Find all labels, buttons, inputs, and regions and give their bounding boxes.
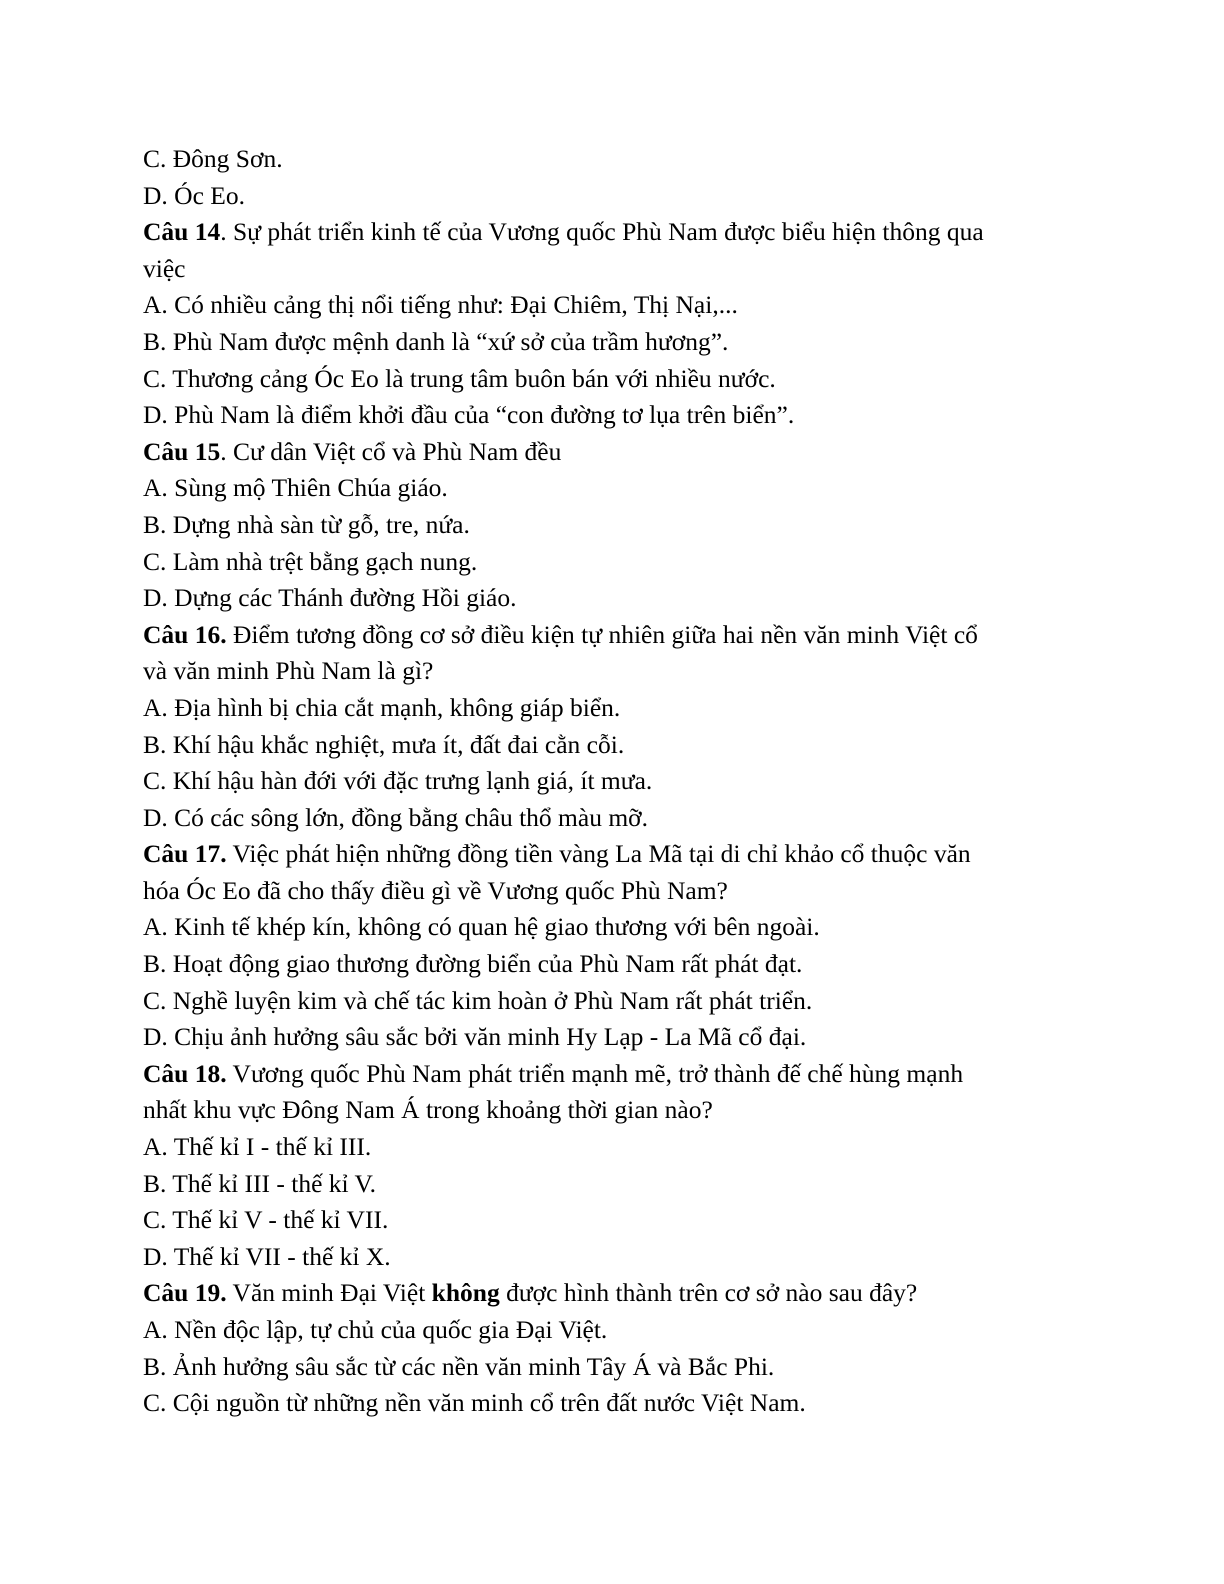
question-text-continued: hóa Óc Eo đã cho thấy điều gì về Vương quốc Phù Nam? xyxy=(143,875,728,905)
question-label: Câu 15 xyxy=(143,436,221,466)
document-page xyxy=(143,141,1083,1422)
option-d: D. Óc Eo. xyxy=(143,180,245,210)
question-19 xyxy=(143,1275,1083,1421)
option-a: A. Có nhiều cảng thị nổi tiếng như: Đại Chiêm, Thị Nại,... xyxy=(143,290,738,320)
option-a: A. Kinh tế khép kín, không có quan hệ giao thương với bên ngoài. xyxy=(143,912,820,942)
question-text-end: được hình thành trên cơ sở nào sau đây? xyxy=(499,1278,918,1308)
question-16 xyxy=(143,617,1083,837)
option-c: C. Cội nguồn từ những nền văn minh cổ trên đất nước Việt Nam. xyxy=(143,1388,806,1418)
question-text-continued: nhất khu vực Đông Nam Á trong khoảng thời gian nào? xyxy=(143,1095,713,1125)
option-a: A. Thế kỉ I - thế kỉ III. xyxy=(143,1132,372,1162)
option-b: B. Dựng nhà sàn từ gỗ, tre, nứa. xyxy=(143,509,470,539)
question-label: Câu 14 xyxy=(143,217,221,247)
option-a: A. Địa hình bị chia cắt mạnh, không giáp biển. xyxy=(143,692,621,722)
question-stem xyxy=(143,617,1083,654)
option-b: B. Phù Nam được mệnh danh là “xứ sở của trầm hương”. xyxy=(143,326,729,356)
option-d: D. Thế kỉ VII - thế kỉ X. xyxy=(143,1241,391,1271)
question-stem xyxy=(143,1056,1083,1093)
question-text: Văn minh Đại Việt xyxy=(226,1278,432,1308)
question-15 xyxy=(143,434,1083,617)
question-18 xyxy=(143,1056,1083,1276)
option-d: D. Dựng các Thánh đường Hồi giáo. xyxy=(143,583,517,613)
question-label: Câu 17. xyxy=(143,839,227,869)
option-c: C. Thương cảng Óc Eo là trung tâm buôn bán với nhiều nước. xyxy=(143,363,776,393)
question-text: . Sự phát triển kinh tế của Vương quốc Phù Nam được biểu hiện thông qua xyxy=(220,217,984,247)
option-a: A. Nền độc lập, tự chủ của quốc gia Đại Việt. xyxy=(143,1315,608,1344)
option-a: A. Sùng mộ Thiên Chúa giáo. xyxy=(143,473,448,503)
option-b: B. Ảnh hưởng sâu sắc từ các nền văn minh Tây Á và Bắc Phi. xyxy=(143,1351,775,1381)
option-b: B. Hoạt động giao thương đường biển của Phù Nam rất phát đạt. xyxy=(143,949,803,979)
question-stem xyxy=(143,434,1083,471)
option-d: D. Phù Nam là điểm khởi đầu của “con đường tơ lụa trên biển”. xyxy=(143,400,795,430)
question-17 xyxy=(143,836,1083,1056)
question-stem xyxy=(143,214,1083,251)
option-c: C. Làm nhà trệt bằng gạch nung. xyxy=(143,546,478,576)
question-label: Câu 19. xyxy=(143,1278,227,1308)
option-c: C. Đông Sơn. xyxy=(143,144,283,173)
question-label: Câu 16. xyxy=(143,619,227,649)
option-c: C. Khí hậu hàn đới với đặc trưng lạnh giá, ít mưa. xyxy=(143,766,653,796)
option-b: B. Khí hậu khắc nghiệt, mưa ít, đất đai cằn cỗi. xyxy=(143,729,625,759)
question-text-continued: việc xyxy=(143,253,186,283)
question-stem xyxy=(143,836,1083,873)
question-text: Việc phát hiện những đồng tiền vàng La Mã tại di chỉ khảo cổ thuộc văn xyxy=(226,839,971,869)
question-14 xyxy=(143,214,1083,434)
question-stem xyxy=(143,1275,1083,1312)
question-text: . Cư dân Việt cổ và Phù Nam đều xyxy=(220,436,562,466)
option-c: C. Thế kỉ V - thế kỉ VII. xyxy=(143,1205,389,1235)
option-c: C. Nghề luyện kim và chế tác kim hoàn ở Phù Nam rất phát triển. xyxy=(143,985,813,1015)
question-text-continued: và văn minh Phù Nam là gì? xyxy=(143,656,434,686)
question-text: Điểm tương đồng cơ sở điều kiện tự nhiên giữa hai nền văn minh Việt cổ xyxy=(226,619,978,649)
option-d: D. Có các sông lớn, đồng bằng châu thổ màu mỡ. xyxy=(143,802,649,832)
question-emphasis: không xyxy=(431,1278,500,1308)
question-label: Câu 18. xyxy=(143,1058,227,1088)
option-b: B. Thế kỉ III - thế kỉ V. xyxy=(143,1168,377,1198)
option-d: D. Chịu ảnh hưởng sâu sắc bởi văn minh Hy Lạp - La Mã cổ đại. xyxy=(143,1022,807,1052)
question-text: Vương quốc Phù Nam phát triển mạnh mẽ, trở thành đế chế hùng mạnh xyxy=(226,1058,964,1088)
